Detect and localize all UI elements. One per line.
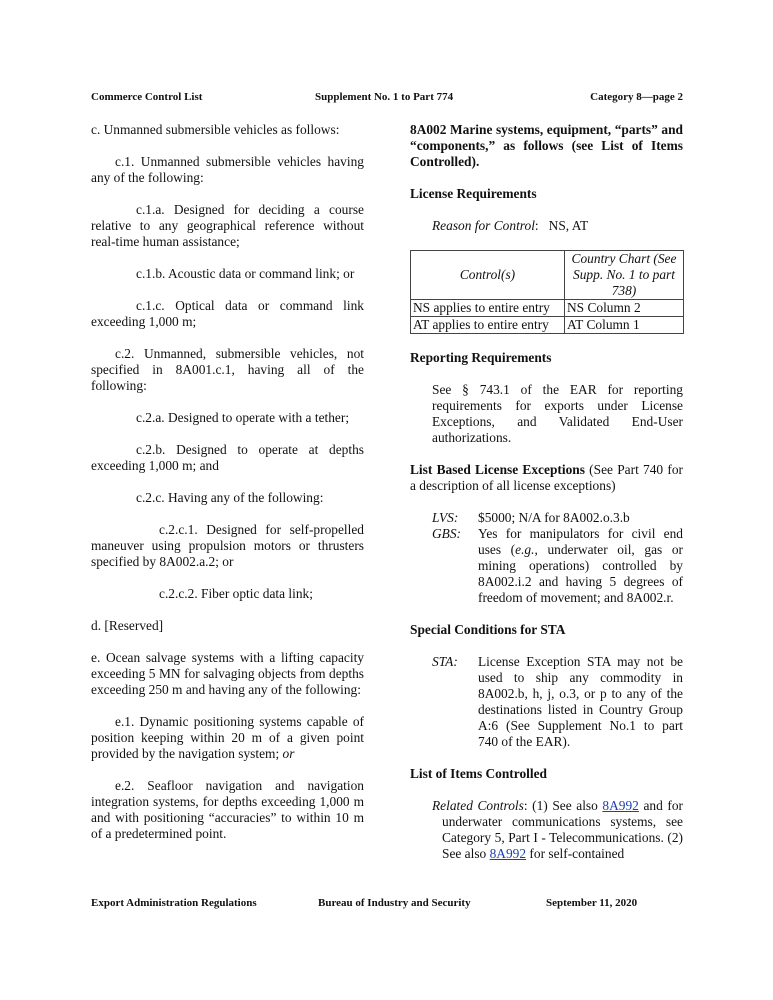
paragraph-c2c: c.2.c. Having any of the following: bbox=[136, 490, 324, 505]
exception-desc-italic: e.g. bbox=[515, 542, 535, 557]
paragraph-e2: e.2. Seafloor navigation and navigation integration systems, for depths exceeding 1,000 m and with positioning “accuracies” to within 10 m of a predetermined point. bbox=[91, 778, 364, 841]
license-exceptions-note: (See Part 740 for a description of all license exceptions) bbox=[410, 462, 683, 493]
exception-lvs bbox=[410, 510, 683, 526]
paragraph-e: e. Ocean salvage systems with a lifting capacity exceeding 5 MN for salvaging objects from depths exceeding 250 m and having any of the following: bbox=[91, 650, 364, 697]
reason-for-control-value: : NS, AT bbox=[534, 218, 589, 233]
sta-term: STA: bbox=[432, 654, 458, 669]
table-row bbox=[411, 300, 684, 317]
header-doc-title: Commerce Control List bbox=[91, 91, 203, 103]
table-cell: AT Column 1 bbox=[565, 317, 684, 334]
paragraph-c2c2: c.2.c.2. Fiber optic data link; bbox=[159, 586, 313, 601]
paragraph-c2c1: c.2.c.1. Designed for self-propelled maneuver using propulsion motors or thrusters specified by 8A002.a.2; or bbox=[91, 522, 364, 569]
related-controls-text: for self-contained bbox=[526, 846, 625, 861]
exception-desc bbox=[478, 526, 683, 606]
sta-heading: Special Conditions for STA bbox=[410, 622, 566, 637]
reporting-requirements-text: See § 743.1 of the EAR for reporting requirements for exports under License Exceptions, and Validated End-User authorizations. bbox=[432, 382, 683, 445]
link-8a992[interactable]: 8A992 bbox=[602, 798, 639, 813]
header-page-number: Category 8—page 2 bbox=[590, 91, 683, 103]
license-requirements-heading: License Requirements bbox=[410, 186, 537, 201]
paragraph-c1c: c.1.c. Optical data or command link exceeding 1,000 m; bbox=[91, 298, 364, 329]
paragraph-e1-or: or bbox=[282, 746, 295, 761]
related-controls bbox=[420, 798, 683, 862]
exception-term: LVS: bbox=[432, 510, 459, 525]
reason-for-control bbox=[410, 218, 683, 234]
items-controlled-heading: List of Items Controlled bbox=[410, 766, 547, 781]
footer-date: September 11, 2020 bbox=[546, 897, 638, 909]
footer-bureau: Bureau of Industry and Security bbox=[318, 897, 471, 909]
control-table-header-country-chart: Country Chart (See Supp. No. 1 to part 738) bbox=[565, 251, 684, 300]
reporting-requirements-heading: Reporting Requirements bbox=[410, 350, 552, 365]
exception-gbs bbox=[410, 526, 683, 606]
control-table bbox=[410, 250, 684, 334]
right-column bbox=[410, 122, 683, 862]
paragraph-c1a: c.1.a. Designed for deciding a course relative to any geographical reference without real-time human assistance; bbox=[91, 202, 364, 249]
paragraph-e1-text: e.1. Dynamic positioning systems capable of position keeping within 20 m of a given point provided by the navigation system; bbox=[91, 714, 364, 761]
control-table-header-row bbox=[411, 251, 684, 300]
exception-desc-part: , underwater oil, gas or mining operations) controlled by 8A002.i.2 and having 5 degrees of freedom of movement; and 8A002.r. bbox=[478, 542, 683, 605]
footer-regulations: Export Administration Regulations bbox=[91, 897, 257, 909]
table-cell: AT applies to entire entry bbox=[411, 317, 565, 334]
table-cell: NS applies to entire entry bbox=[411, 300, 565, 317]
license-exceptions-intro bbox=[410, 462, 683, 494]
paragraph-c1: c.1. Unmanned submersible vehicles having any of the following: bbox=[91, 154, 364, 185]
paragraph-c2b: c.2.b. Designed to operate at depths exceeding 1,000 m; and bbox=[91, 442, 364, 473]
left-column bbox=[91, 122, 364, 858]
exception-desc-part: Yes for manipulators for civil end uses ( bbox=[478, 526, 683, 557]
related-controls-text: : (1) See also bbox=[523, 798, 603, 813]
exception-term: GBS: bbox=[432, 526, 462, 541]
link-8a992[interactable]: 8A992 bbox=[489, 846, 527, 861]
paragraph-c1b: c.1.b. Acoustic data or command link; or bbox=[136, 266, 355, 281]
header-supplement: Supplement No. 1 to Part 774 bbox=[315, 91, 454, 103]
paragraph-c2: c.2. Unmanned, submersible vehicles, not specified in 8A001.c.1, having all of the following: bbox=[91, 346, 364, 393]
license-exceptions-heading: List Based License Exceptions bbox=[410, 462, 585, 477]
related-controls-text: and for underwater communications systems, see Category 5, Part I - Telecommunications. (2) See also bbox=[442, 798, 683, 861]
eccn-title: 8A002 Marine systems, equipment, “parts” and “components,” as follows (see List of Items Controlled). bbox=[410, 122, 683, 169]
sta-condition bbox=[410, 654, 683, 750]
related-controls-label: Related Controls bbox=[432, 798, 524, 813]
paragraph-c2a: c.2.a. Designed to operate with a tether; bbox=[136, 410, 350, 425]
control-table-header-controls: Control(s) bbox=[411, 251, 565, 300]
paragraph-e1 bbox=[91, 714, 364, 762]
paragraph-d: d. [Reserved] bbox=[91, 618, 164, 633]
table-cell: NS Column 2 bbox=[565, 300, 684, 317]
reason-for-control-label: Reason for Control bbox=[432, 218, 535, 233]
paragraph-c: c. Unmanned submersible vehicles as follows: bbox=[91, 122, 340, 137]
table-row bbox=[411, 317, 684, 334]
sta-text: License Exception STA may not be used to ship any commodity in 8A002.b, h, j, o.3, or p to any of the destinations listed in Country Group A:6 (See Supplement No.1 to part 740 of the EAR). bbox=[478, 654, 683, 749]
exception-desc: $5000; N/A for 8A002.o.3.b bbox=[478, 510, 630, 525]
license-exceptions-list bbox=[410, 510, 683, 606]
